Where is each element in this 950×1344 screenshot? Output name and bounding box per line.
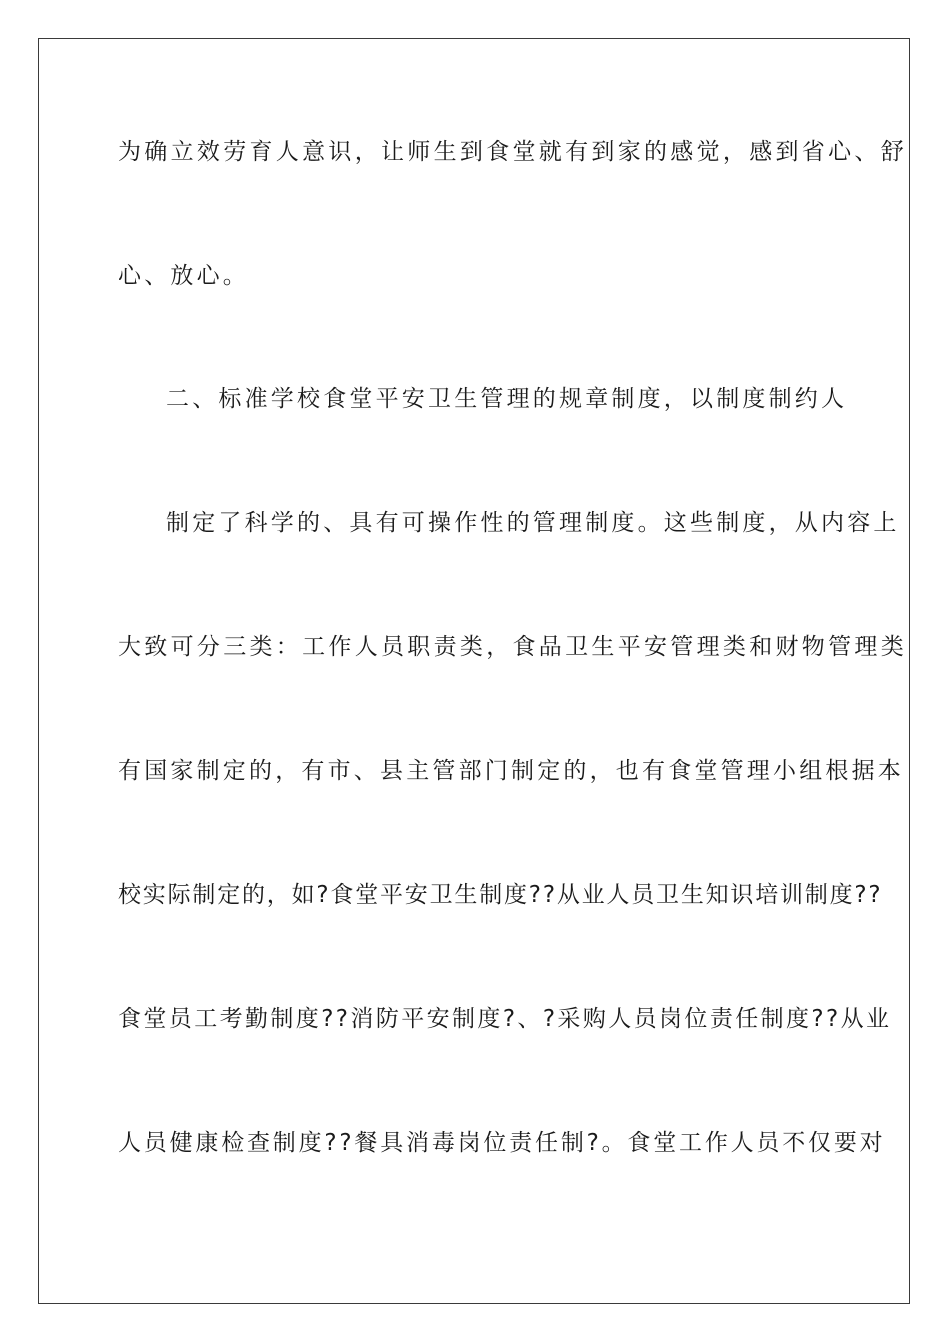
text-line: 食堂员工考勤制度??消防平安制度?、?采购人员岗位责任制度??从业 bbox=[118, 1006, 892, 1032]
text-line: 为确立效劳育人意识，让师生到食堂就有到家的感觉，感到省心、舒 bbox=[118, 139, 907, 165]
page-border bbox=[38, 38, 910, 1304]
text-line: 人员健康检查制度??餐具消毒岗位责任制?。食堂工作人员不仅要对 bbox=[118, 1130, 886, 1156]
section-heading: 二、标准学校食堂平安卫生管理的规章制度，以制度制约人 bbox=[166, 386, 848, 412]
text-line: 心、放心。 bbox=[118, 263, 249, 289]
text-line: 有国家制定的，有市、县主管部门制定的，也有食堂管理小组根据本 bbox=[118, 758, 904, 784]
text-line: 校实际制定的，如?食堂平安卫生制度??从业人员卫生知识培训制度?? bbox=[118, 882, 883, 908]
text-line: 制定了科学的、具有可操作性的管理制度。这些制度，从内容上 bbox=[166, 510, 900, 536]
text-line: 大致可分三类：工作人员职责类，食品卫生平安管理类和财物管理类 bbox=[118, 634, 907, 660]
